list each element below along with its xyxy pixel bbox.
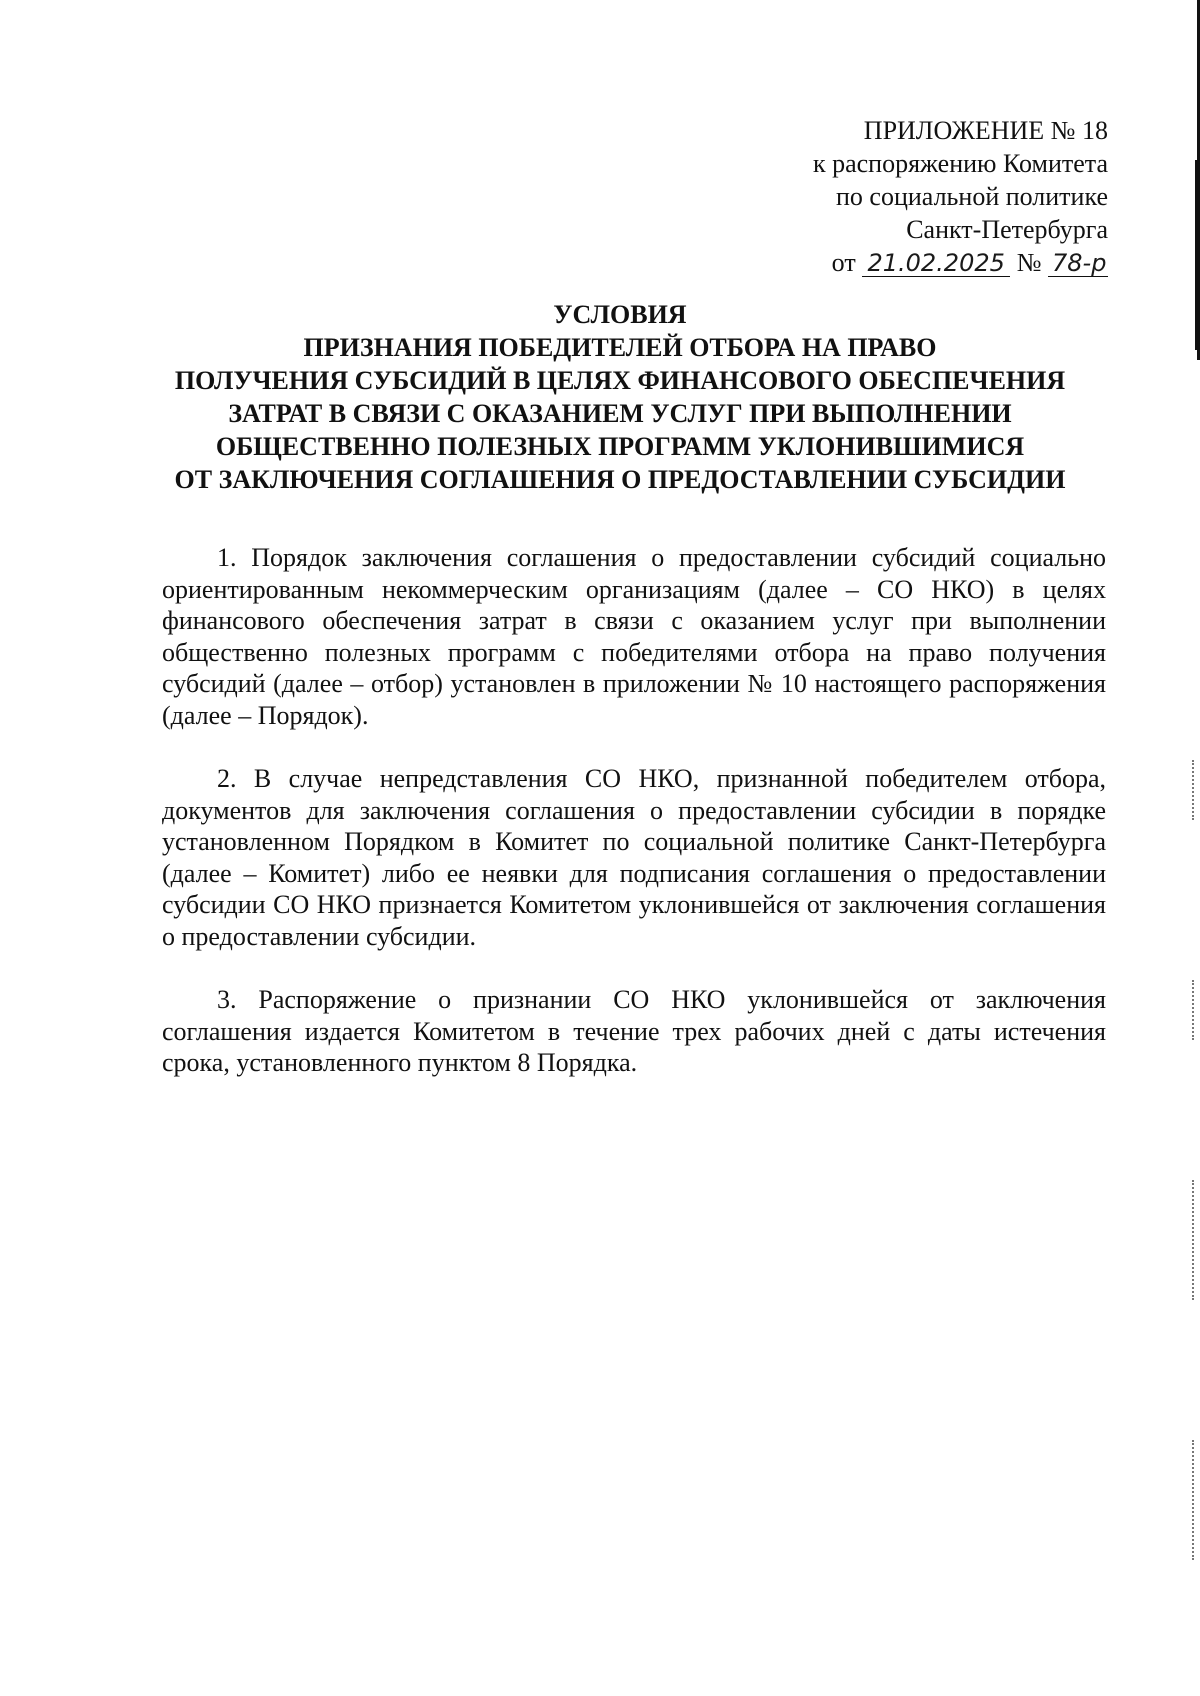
paragraph-1: 1. Порядок заключения соглашения о предоставлении субсидий социально ориентированным некоммерческим организациям (далее – СО НКО) в целях финансового обеспечения затрат в связи с оказанием услуг при выполнении общественно полезных программ с победителями отбора на право получения субсидий (далее – отбор) установлен в приложении № 10 настоящего распоряжения (далее – Порядок). — [162, 543, 1106, 730]
appendix-date-number-line — [813, 246, 1108, 279]
appendix-city: Санкт-Петербурга — [906, 215, 1108, 244]
title-line: УСЛОВИЯ — [553, 300, 687, 329]
title-line: ЗАТРАТ В СВЯЗИ С ОКАЗАНИЕМ УСЛУГ ПРИ ВЫПОЛНЕНИИ — [228, 399, 1012, 428]
title-line: ОБЩЕСТВЕННО ПОЛЕЗНЫХ ПРОГРАММ УКЛОНИВШИМИСЯ — [215, 432, 1025, 461]
handwritten-order-number: 78-р — [1048, 250, 1108, 277]
document-title — [150, 298, 1090, 496]
appendix-order-reference: к распоряжению Комитета — [812, 149, 1108, 178]
appendix-title: ПРИЛОЖЕНИЕ № 18 — [863, 116, 1108, 145]
scan-edge-mark — [1195, 160, 1200, 350]
scan-edge-dots — [1190, 1440, 1194, 1560]
document-body — [162, 542, 1106, 1111]
scan-edge-dots — [1190, 760, 1194, 820]
scan-edge-dots — [1190, 980, 1194, 1040]
date-prefix: от — [831, 248, 856, 277]
appendix-header — [813, 114, 1108, 279]
scan-edge-dots — [1190, 1180, 1194, 1300]
handwritten-date: 21.02.2025 — [862, 250, 1010, 277]
number-prefix: № — [1016, 248, 1042, 277]
paragraph-3: 3. Распоряжение о признании СО НКО уклонившейся от заключения соглашения издается Комитетом в течение трех рабочих дней с даты истечения срока, установленного пунктом 8 Порядка. — [162, 985, 1106, 1077]
title-line: ПОЛУЧЕНИЯ СУБСИДИЙ В ЦЕЛЯХ ФИНАНСОВОГО ОБЕСПЕЧЕНИЯ — [174, 366, 1066, 395]
appendix-committee-name: по социальной политике — [836, 182, 1108, 211]
title-line: ПРИЗНАНИЯ ПОБЕДИТЕЛЕЙ ОТБОРА НА ПРАВО — [303, 333, 937, 362]
paragraph-2: 2. В случае непредставления СО НКО, признанной победителем отбора, документов для заключения соглашения о предоставлении субсидии в порядке установленном Порядком в Комитет по социальной политике Санкт-Петербурга (далее – Комитет) либо ее неявки для подписания соглашения о предоставлении субсидии СО НКО признается Комитетом уклонившейся от заключения соглашения о предоставлении субсидии. — [162, 764, 1106, 951]
title-line: ОТ ЗАКЛЮЧЕНИЯ СОГЛАШЕНИЯ О ПРЕДОСТАВЛЕНИИ СУБСИДИИ — [174, 465, 1066, 494]
